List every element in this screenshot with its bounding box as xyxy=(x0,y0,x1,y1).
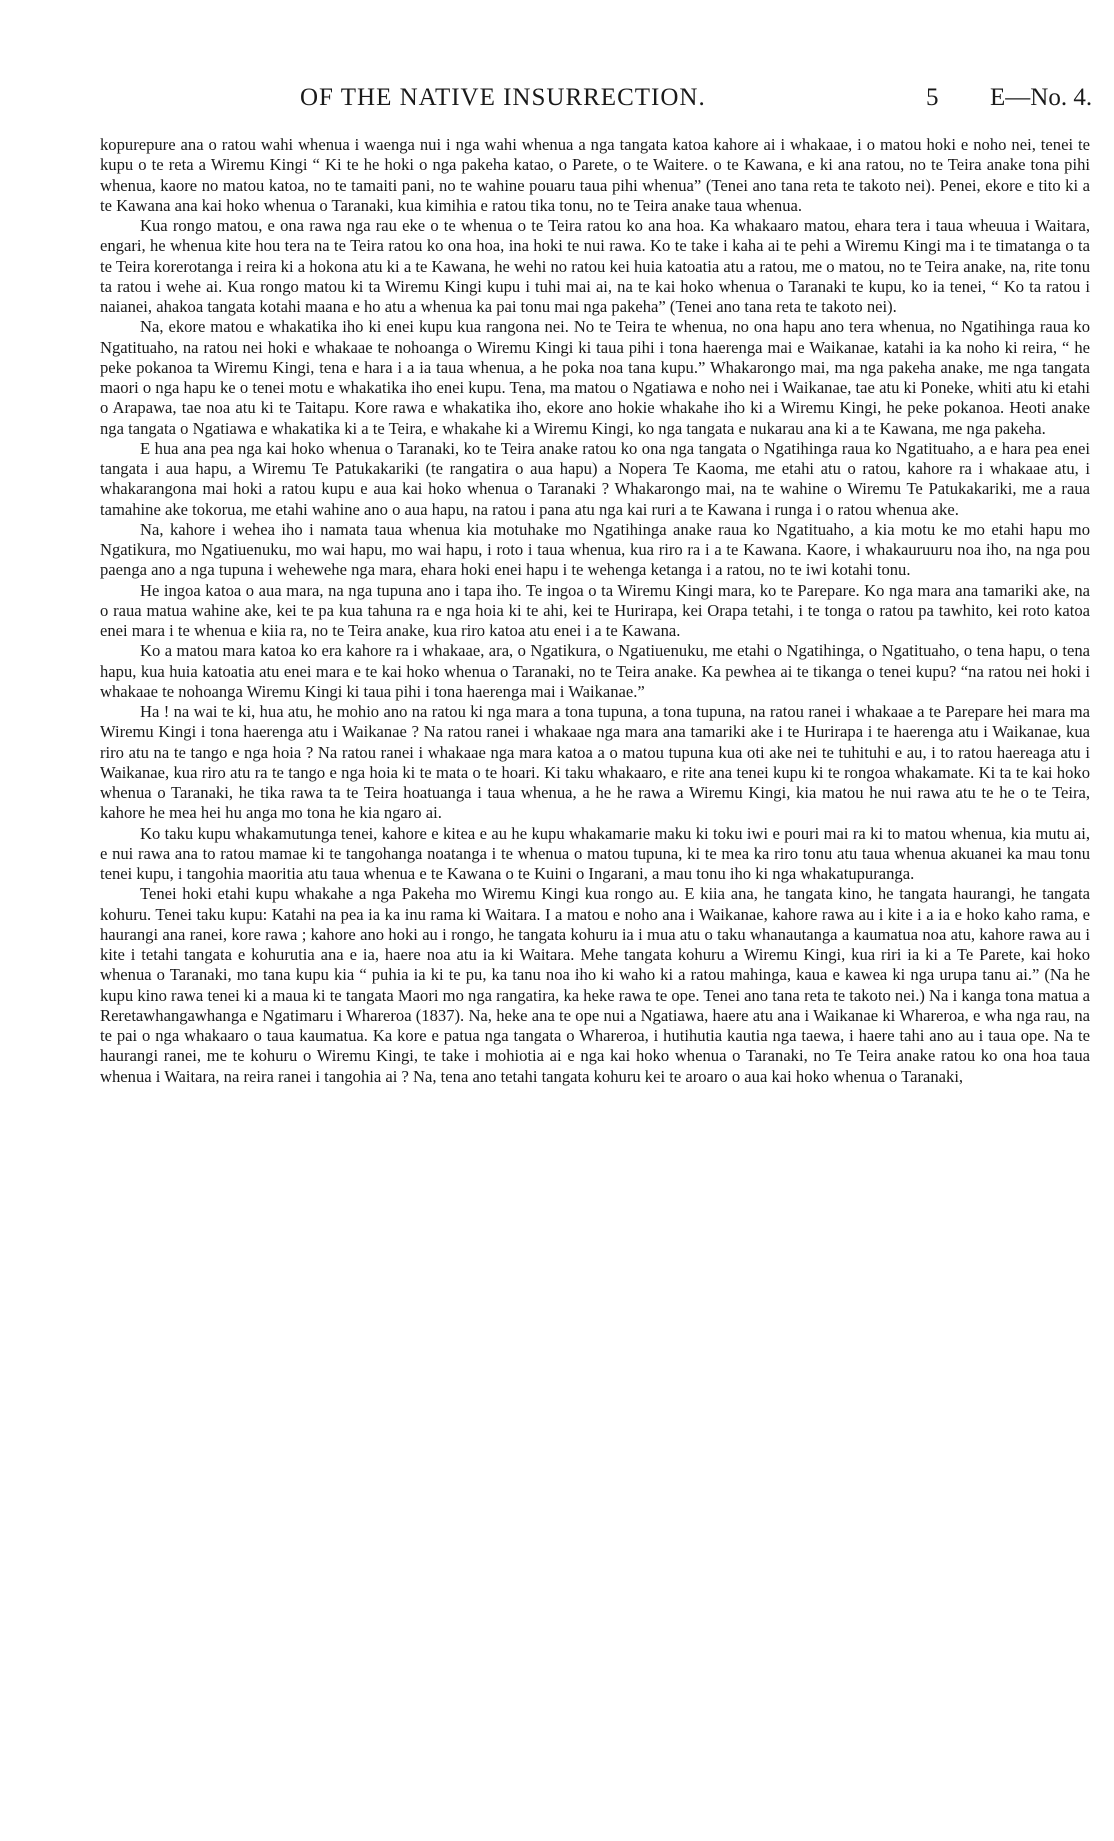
paragraph-7: Ko a matou mara katoa ko era kahore ra i whakaae, ara, o Ngatikura, o Ngatiuenuku, me etahi o Ngatihinga, o Ngatituaho, o tena hapu, o tena hapu, kua huia katoatia atu enei mara e te kai hoko whenua o Taranaki, no te Teira anake. Ka pewhea ai te tikanga o tenei kupu? “na ratou nei hoki i whakaae te nohoanga Wiremu Kingi ki taua pihi i tona haerenga mai i Waikanae.” xyxy=(100,641,1090,701)
paragraph-4: E hua ana pea nga kai hoko whenua o Taranaki, ko te Teira anake ratou ko ona nga tangata o Ngatihinga raua ko Ngatituaho, a e hara pea enei tangata i aua hapu, a Wiremu Te Patukakariki (te rangatira o aua hapu) a Nopera Te Kaoma, me etahi atu o ratou, kahore ra i whakaae atu, i whakarangona mai hoki a ratou kupu e aua kai hoko whenua o Taranaki ? Whakarongo mai, na te wahine o Wiremu Te Patukakariki, me a raua tamahine ake tokorua, me etahi wahine ano o aua hapu, na ratou i pana atu nga kai ruri a te Kawana i runga i o ratou whenua ake. xyxy=(100,438,1090,519)
paragraph-5: Na, kahore i wehea iho i namata taua whenua kia motuhake mo Ngatihinga anake raua ko Ngatituaho, a kia motu ke mo etahi hapu mo Ngatikura, mo Ngatiuenuku, mo wai hapu, mo wai hapu, i roto i taua whenua, kua riro ra i a te Kawana. Kaore, i whakauruuru noa iho, na nga pou paenga ano a nga tupuna i wehewehe nga mara, ehara hoki enei hapu i te wehenga ketanga i a ratou, no te iwi kotahi tonu. xyxy=(100,519,1090,580)
document-reference: E—No. 4. xyxy=(990,84,1093,111)
paragraph-8: Ha ! na wai te ki, hua atu, he mohio ano na ratou ki nga mara a tona tupuna, a tona tupuna, na ratou ranei i whakaae a te Parepare hei mara ma Wiremu Kingi i tona haerenga atu i Waikanae ? Na ratou ranei i whakaae nga mara ana tamariki ake i te Hurirapa i te haerenga atu i Waikanae, kua riro atu na te tango e nga hoia ? Na ratou ranei i whakaae nga mara katoa a o matou tupuna kua oti ake nei te tuhituhi e au, i to ratou haereaga atu i Waikanae, kua riro atu ra te tango e nga hoia ki te mata o te hoari. Ki taku whakaaro, e rite ana tenei kupu ki te rongoa whakamate. Ki ta te kai hoko whenua o Taranaki, he tika rawa ta te Teira hoatuanga i taua whenua, a he he rawa a Wiremu Kingi, kia matou he nui rawa atu te he o te Teira, kahore he mea hei hu anga mo tona he kia ngaro ai. xyxy=(100,702,1090,823)
paragraph-2: Kua rongo matou, e ona rawa nga rau eke o te whenua o te Teira ratou ko ana hoa. Ka whakaaro matou, ehara tera i taua wheuua i Waitara, engari, he whenua kite hou tera na te Teira ratou ko ona hoa, ina hoki te nui rawa. Ko te take i kaha ai te pehi a Wiremu Kingi ma i te timatanga o ta te Teira korerotanga i reira ki a hokona atu ki a te Kawana, he wehi no ratou kei huia katoatia atu a ratou, me o matou, no te Teira anake, na, rite tonu ta ratou i wehe ai. Kua rongo matou ki ta Wiremu Kingi kupu i tuhi mai ai, na te kai hoko whenua o Taranaki te kupu, ko ia tenei, “ Ko ta ratou i naianei, ahakoa tangata kotahi maana e ho atu a whenua ka pai tonu mai nga pakeha” (Tenei ano tana reta te takoto nei). xyxy=(100,216,1090,316)
paragraph-3: Na, ekore matou e whakatika iho ki enei kupu kua rangona nei. No te Teira te whenua, no ona hapu ano tera whenua, no Ngatihinga raua ko Ngatituaho, na ratou nei hoki e whakaae te nohoanga o Wiremu Kingi ki taua pihi i tona haerenga mai e Waikanae, katahi ia ka noho ki reira, “ he peke pokanoa ta Wiremu Kingi, tena e hara i a ia taua whenua, a he poka noa tana kupu.” Whakarongo mai, ma nga pakeha anake, me nga tangata maori o nga hapu ke o tenei motu e whakatika iho enei kupu. Tena, ma matou o Ngatiawa e noho nei i Waikanae, tae atu ki Poneke, whiti atu ki etahi o Arapawa, tae noa atu ki te Taitapu. Kore rawa e whakatika iho, ekore ano hokie whakahe iho ki a Wiremu Kingi, he peke pokanoa. Heoti anake nga tangata o Ngatiawa e whakatika ki a te Teira, e whakahe ki a Wiremu Kingi, ko nga tangata e nukarau ana ki a te Kawana, me nga pakeha. xyxy=(100,317,1090,438)
paragraph-10: Tenei hoki etahi kupu whakahe a nga Pakeha mo Wiremu Kingi kua rongo au. E kiia ana, he tangata kino, he tangata haurangi, he tangata kohuru. Tenei taku kupu: Katahi na pea ia ka inu rama ki Waitara. I a matou e noho ana i Waikanae, kahore rawa au i kite i a ia e hoko kaho rama, e haurangi ana ranei, kore rawa ; kahore ano hoki au i rongo, he tangata kohuru ia i mua atu o taku whanautanga a kaumatua noa atu, kahore rawa au i kite i tetahi tangata e kohurutia ana e ia, haere noa atu ia ki Waitara. Mehe tangata kohuru a Wiremu Kingi, kua riri ia ki a Te Parete, kai hoko whenua o Taranaki, mo tana kupu kia “ puhia ia ki te pu, ka tanu noa iho ki waho ki a ratou mahinga, kaua e kawea ki nga urupa tanu ai.” (Na he kupu kino rawa tenei ki a maua ki te tangata Maori mo nga rangatira, ka heke rawa te ope. Tenei ano tana reta te takoto nei.) Na i kanga tona matua a Reretawhangawhanga e Ngatimaru i Whareroa (1837). Na, heke ana te ope nui a Ngatiawa, haere atu ana i Waikanae ki Whareroa, e wha nga rau, na te pai o nga whakaaro o taua kaumatua. Ka kore e patua nga tangata o Whareroa, i hutihutia kautia nga taewa, i haere tahi ano au i taua ope. Na te haurangi ranei, me te kohuru o Wiremu Kingi, te take i mohiotia ai e nga kai hoko whenua o Taranaki, no Te Teira anake ratou ko ona hoa taua whenua i Waitara, na reira ranei i tangohia ai ? Na, tena ano tetahi tangata kohuru kei te aroaro o aua kai hoko whenua o Taranaki, xyxy=(100,884,1090,1086)
running-title: OF THE NATIVE INSURRECTION. xyxy=(300,84,706,111)
paragraph-9: Ko taku kupu whakamutunga tenei, kahore e kitea e au he kupu whakamarie maku ki toku iwi e pouri mai ra ki to matou whenua, kia mutu ai, e nui rawa ana to ratou mamae ki te tangohanga noatanga i te whenua o matou tupuna, ki te mea ka riro tonu atu taua whenua akuanei ka mau tonu tenei kupu, i tangohia maoritia atu taua whenua e te Kawana o te Kuini o Ingarani, a mau tonu iho ki nga whakatupuranga. xyxy=(100,823,1090,883)
body-text xyxy=(100,135,1090,1087)
paragraph-1: kopurepure ana o ratou wahi whenua i waenga nui i nga wahi whenua a nga tangata katoa kahore ai i whakaae, i o matou hoki e noho nei, tenei te kupu o te reta a Wiremu Kingi “ Ki te he hoki o nga pakeha katao, o Parete, o te Waitere. o te Kawana, e ki ana ratou, no te Teira anake tona pihi whenua, kaore no matou katoa, no te tamaiti pani, no te wahine pouaru taua pihi whenua” (Tenei ano tana reta te takoto nei). Penei, ekore e tito ki a te Kawana ana kai hoko whenua o Taranaki, kua kimihia e ratou tika tonu, no te Teira anake taua whenua. xyxy=(100,135,1090,215)
paragraph-6: He ingoa katoa o aua mara, na nga tupuna ano i tapa iho. Te ingoa o ta Wiremu Kingi mara, ko te Parepare. Ko nga mara ana tamariki ake, na o raua matua wahine ake, kei te pa kua tahuna ra e nga hoia ki te ahi, kei te Hurirapa, kei Orapa tetahi, i te tonga o ratou pa tawhito, kei roto katoa enei mara i te whenua e kiia ra, no te Teira anake, kua riro katoa atu enei i a te Kawana. xyxy=(100,580,1090,640)
page-number: 5 xyxy=(926,84,939,111)
page-header xyxy=(100,84,1093,114)
